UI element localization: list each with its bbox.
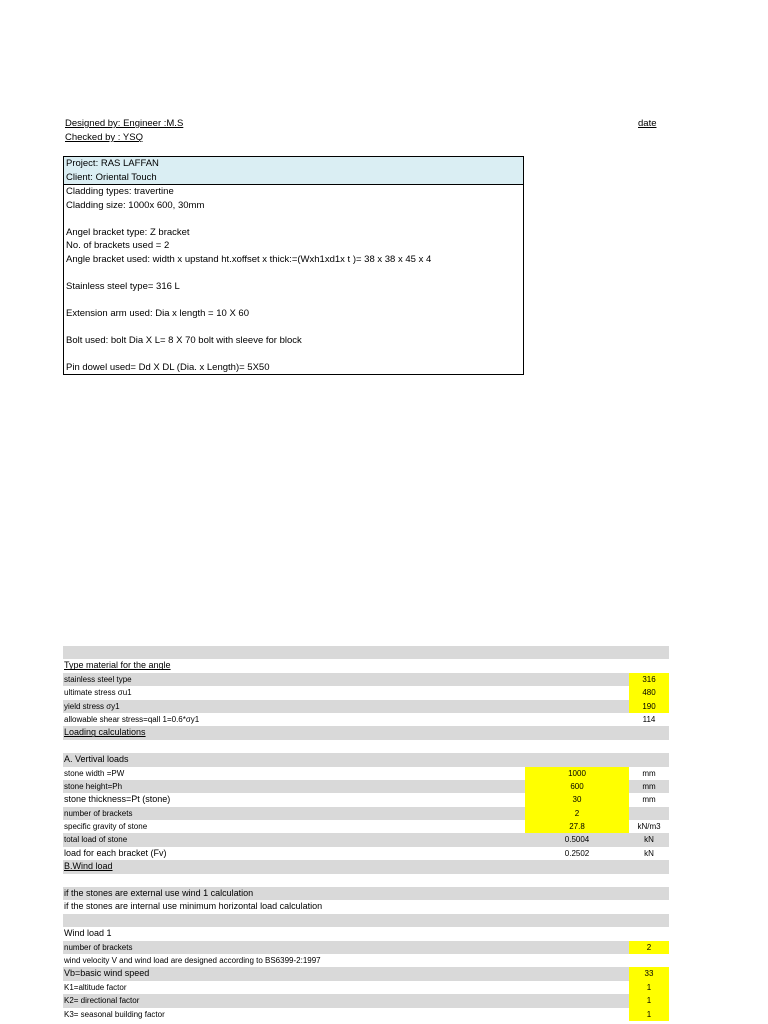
input-value-cell[interactable]: 600 <box>525 780 629 793</box>
row-label: stainless steel type <box>64 674 132 684</box>
spec-line: Angle bracket used: width x upstand ht.xoffset x thick:=(Wxh1xd1x t )= 38 x 38 x 45 x 4 <box>66 253 432 265</box>
spec-line: Extension arm used: Dia x length = 10 X 60 <box>66 307 249 319</box>
sheet-row <box>63 981 669 994</box>
unit-cell: mm <box>642 768 656 778</box>
spec-line: Cladding size: 1000x 600, 30mm <box>66 199 205 211</box>
row-label: ultimate stress σu1 <box>64 688 132 698</box>
sheet-row <box>63 793 669 806</box>
sheet-row <box>63 807 669 820</box>
unit-cell: mm <box>642 781 656 791</box>
project-band-line: Project: RAS LAFFAN <box>66 158 159 169</box>
row-label: allowable shear stress=qall 1=0.6*σy1 <box>64 714 200 724</box>
row-label: Wind load 1 <box>64 928 112 939</box>
checked-by-label: Checked by : YSQ <box>65 132 143 143</box>
spec-line: Pin dowel used= Dd X DL (Dia. x Length)= 5X50 <box>66 361 270 373</box>
sheet-row <box>63 753 669 766</box>
spec-line: Bolt used: bolt Dia X L= 8 X 70 bolt with sleeve for block <box>66 334 302 346</box>
row-label: number of brackets <box>64 942 133 952</box>
row-label: Type material for the angle <box>64 660 171 671</box>
input-value-cell[interactable]: 1000 <box>525 767 629 780</box>
row-label: K1=altitude factor <box>64 982 127 992</box>
sheet-row <box>63 941 669 954</box>
unit-cell: mm <box>642 795 656 805</box>
sheet-row <box>63 659 669 672</box>
project-band-line: Client: Oriental Touch <box>66 171 157 183</box>
spec-blank-line <box>64 212 523 226</box>
row-label: total load of stone <box>64 835 128 845</box>
row-label: if the stones are internal use minimum horizontal load calculation <box>64 901 323 912</box>
sheet-row <box>63 1008 669 1021</box>
sheet-row <box>63 767 669 780</box>
sheet-row <box>63 646 669 659</box>
sheet-row <box>63 700 669 713</box>
sheet-row <box>63 860 669 873</box>
sheet-row <box>63 673 669 686</box>
sheet-row <box>63 847 669 860</box>
sheet-row <box>63 900 669 913</box>
row-label: A. Vertival loads <box>64 754 129 765</box>
sheet-row <box>63 833 669 846</box>
date-label: date <box>638 118 657 129</box>
sheet-row <box>63 927 669 940</box>
input-value-cell[interactable]: 27.8 <box>525 820 629 833</box>
input-value-cell[interactable]: 2 <box>525 807 629 820</box>
sheet-row <box>63 780 669 793</box>
input-value-cell[interactable]: 2 <box>629 941 669 954</box>
computed-value-cell: 0.2502 <box>564 848 590 858</box>
row-label: stone width =PW <box>64 768 125 778</box>
sheet-row <box>63 874 669 887</box>
input-value-cell[interactable]: 1 <box>629 994 669 1007</box>
input-value-cell[interactable]: 1 <box>629 981 669 994</box>
row-label: K2= directional factor <box>64 996 140 1006</box>
spec-line: Cladding types: travertine <box>66 186 174 197</box>
row-label: specific gravity of stone <box>64 822 148 832</box>
unit-cell: kN <box>644 835 654 845</box>
calculation-sheet <box>63 646 669 1021</box>
row-label: stone thickness=Pt (stone) <box>64 794 171 805</box>
row-label: load for each bracket (Fv) <box>64 847 167 858</box>
row-label: wind velocity V and wind load are designed according to BS6399-2:1997 <box>64 955 321 965</box>
spec-blank-line <box>64 266 523 280</box>
designed-by-label: Designed by: Engineer :M.S <box>65 118 184 129</box>
spec-blank-line <box>64 293 523 307</box>
sheet-row <box>63 994 669 1007</box>
computed-value-cell: 0.5004 <box>564 835 590 845</box>
project-info-box <box>63 156 524 375</box>
input-value-cell[interactable]: 33 <box>629 967 669 980</box>
spec-line: No. of brackets used = 2 <box>66 240 170 251</box>
sheet-row <box>63 954 669 967</box>
input-value-cell[interactable]: 30 <box>525 793 629 806</box>
unit-cell: kN <box>644 848 654 858</box>
input-value-cell[interactable]: 480 <box>629 686 669 699</box>
row-label: Loading calculations <box>64 727 146 738</box>
sheet-row <box>63 914 669 927</box>
sheet-row <box>63 887 669 900</box>
unit-cell: 114 <box>642 714 656 724</box>
spec-line: Stainless steel type= 316 L <box>66 280 180 292</box>
sheet-row <box>63 686 669 699</box>
spec-blank-line <box>64 320 523 334</box>
spec-blank-line <box>64 347 523 361</box>
project-client-band <box>64 157 523 185</box>
input-value-cell[interactable]: 190 <box>629 700 669 713</box>
input-value-cell[interactable]: 1 <box>629 1008 669 1021</box>
sheet-row <box>63 713 669 726</box>
specification-lines <box>64 185 523 374</box>
input-value-cell[interactable]: 316 <box>629 673 669 686</box>
row-label: K3= seasonal building factor <box>64 1009 165 1019</box>
sheet-row <box>63 967 669 980</box>
spec-line: Angel bracket type: Z bracket <box>66 226 190 238</box>
row-label: B.Wind load <box>64 861 113 872</box>
row-label: yield stress σy1 <box>64 701 120 711</box>
sheet-row <box>63 740 669 753</box>
row-label: stone height=Ph <box>64 781 123 791</box>
sheet-row <box>63 820 669 833</box>
row-label: number of brackets <box>64 808 133 818</box>
unit-cell: kN/m3 <box>637 822 661 832</box>
sheet-row <box>63 726 669 739</box>
row-label: Vb=basic wind speed <box>64 968 150 979</box>
row-label: if the stones are external use wind 1 calculation <box>64 888 254 899</box>
